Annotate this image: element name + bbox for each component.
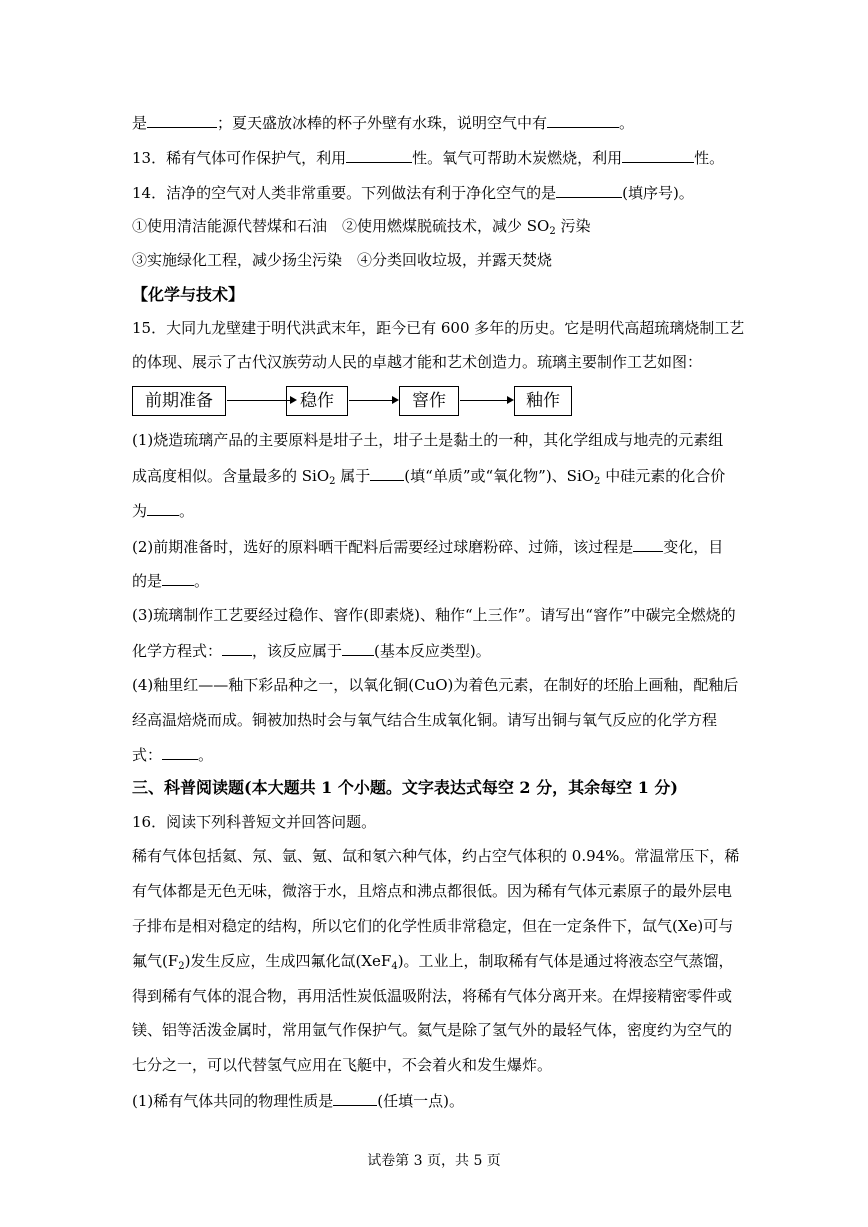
part-4-line-3: 式： 。 (132, 746, 214, 764)
answer-blank[interactable] (162, 570, 194, 586)
flow-box-prep: 前期准备 (132, 386, 226, 416)
answer-blank[interactable] (370, 465, 404, 481)
answer-blank[interactable] (342, 640, 374, 656)
question-16: 16．阅读下列科普短文并回答问题。 (132, 813, 377, 831)
line-q12-end: 是 ；夏天盛放冰棒的杯子外壁有水珠，说明空气中有 。 (132, 114, 635, 132)
question-15-line-2: 的体现、展示了古代汉族劳动人民的卓越才能和艺术创造力。琉璃主要制作工艺如图： (132, 353, 703, 371)
reading-line-4: 氟气$(F_2)$发生反应，生成四氟化氙(XeF$_4$)。工业上，制取稀有气体是通过将液态空气蒸馏， (132, 952, 734, 972)
part-4-line-1: (4)釉里红——釉下彩品种之一，以氧化铜(CuO)为着色元素，在制好的坯胎上画釉，配釉后 (132, 676, 739, 694)
part-1-line-2: 成高度相似。含量最多的 SiO$_2$ 属于 (填“单质”或“氧化物”)、SiO$_2$ 中硅元素的化合价 (132, 467, 726, 487)
answer-blank[interactable] (346, 147, 412, 163)
answer-blank[interactable] (147, 112, 217, 128)
reading-line-7: 七分之一，可以代替氢气应用在飞艇中，不会着火和发生爆炸。 (132, 1056, 553, 1074)
reading-line-5: 得到稀有气体的混合物，再用活性炭低温吸附法，将稀有气体分离开来。在焊接精密零件或 (132, 987, 733, 1005)
section-3-heading: 三、科普阅读题(本大题共 1 个小题。文字表达式每空 2 分，其余每空 1 分) (132, 778, 678, 797)
answer-blank[interactable] (147, 500, 179, 516)
answer-blank[interactable] (633, 536, 663, 552)
flow-arrow (460, 400, 512, 401)
reading-line-1: 稀有气体包括氦、氖、氩、氪、氙和氡六种气体，约占空气体积的 0.94%。常温常压下，稀 (132, 847, 740, 865)
section-heading-tech: 【化学与技术】 (132, 285, 245, 304)
question-14-options-1: ①使用清洁能源代替煤和石油 ②使用燃煤脱硫技术，减少 $SO_2$ 污染 (132, 217, 591, 237)
flow-box-wen: 稳作 (286, 386, 348, 416)
flow-box-yin: 窨作 (399, 386, 459, 416)
answer-blank[interactable] (162, 744, 198, 760)
answer-blank[interactable] (333, 1090, 377, 1106)
reading-line-6: 镁、铝等活泼金属时，常用氩气作保护气。氦气是除了氢气外的最轻气体，密度约为空气的 (132, 1021, 733, 1039)
part-1-line-1: (1)烧造琉璃产品的主要原料是坩子土，坩子土是黏土的一种，其化学组成与地壳的元素组 (132, 431, 724, 449)
question-14: 14．洁净的空气对人类非常重要。下列做法有利于净化空气的是 (填序号)。 (132, 184, 694, 202)
flow-arrow (227, 400, 295, 401)
page-footer: 试卷第 3 页，共 5 页 (367, 1153, 501, 1169)
question-13: 13．稀有气体可作保护气，利用 性。氧气可帮助木炭燃烧，利用 性。 (132, 149, 725, 167)
reading-line-2: 有气体都是无色无味，微溶于水，且熔点和沸点都很低。因为稀有气体元素原子的最外层电 (132, 882, 733, 900)
part-2-line-2: 的是 。 (132, 572, 210, 590)
part-2-line-1: (2)前期准备时，选好的原料晒干配料后需要经过球磨粉碎、过筛，该过程是 变化，目 (132, 538, 724, 556)
question-14-options-2: ③实施绿化工程，减少扬尘污染 ④分类回收垃圾，并露天焚烧 (132, 251, 553, 269)
part-3-line-1: (3)琉璃制作工艺要经过稳作、窨作(即素烧)、釉作“上三作”。请写出“窨作”中碳完全燃烧的 (132, 606, 736, 624)
part-3-line-2: 化学方程式： ，该反应属于 (基本反应类型)。 (132, 642, 491, 660)
process-flow-diagram (132, 386, 572, 418)
flow-arrow (349, 400, 397, 401)
question-15-line-1: 15．大同九龙壁建于明代洪武末年，距今已有 600 多年的历史。它是明代高超琉璃烧制工艺 (132, 319, 745, 337)
part-4-line-2: 经高温焙烧而成。铜被加热时会与氧气结合生成氧化铜。请写出铜与氧气反应的化学方程 (132, 711, 718, 729)
part-1-line-3: 为 。 (132, 502, 195, 520)
answer-blank[interactable] (547, 112, 619, 128)
answer-blank[interactable] (556, 182, 622, 198)
flow-box-you: 釉作 (514, 386, 572, 416)
reading-line-3: 子排布是相对稳定的结构，所以它们的化学性质非常稳定，但在一定条件下，氙气(Xe)可与 (132, 917, 734, 935)
answer-blank[interactable] (222, 640, 252, 656)
question-16-1: (1)稀有气体共同的物理性质是 (任填一点)。 (132, 1092, 464, 1110)
answer-blank[interactable] (622, 147, 694, 163)
